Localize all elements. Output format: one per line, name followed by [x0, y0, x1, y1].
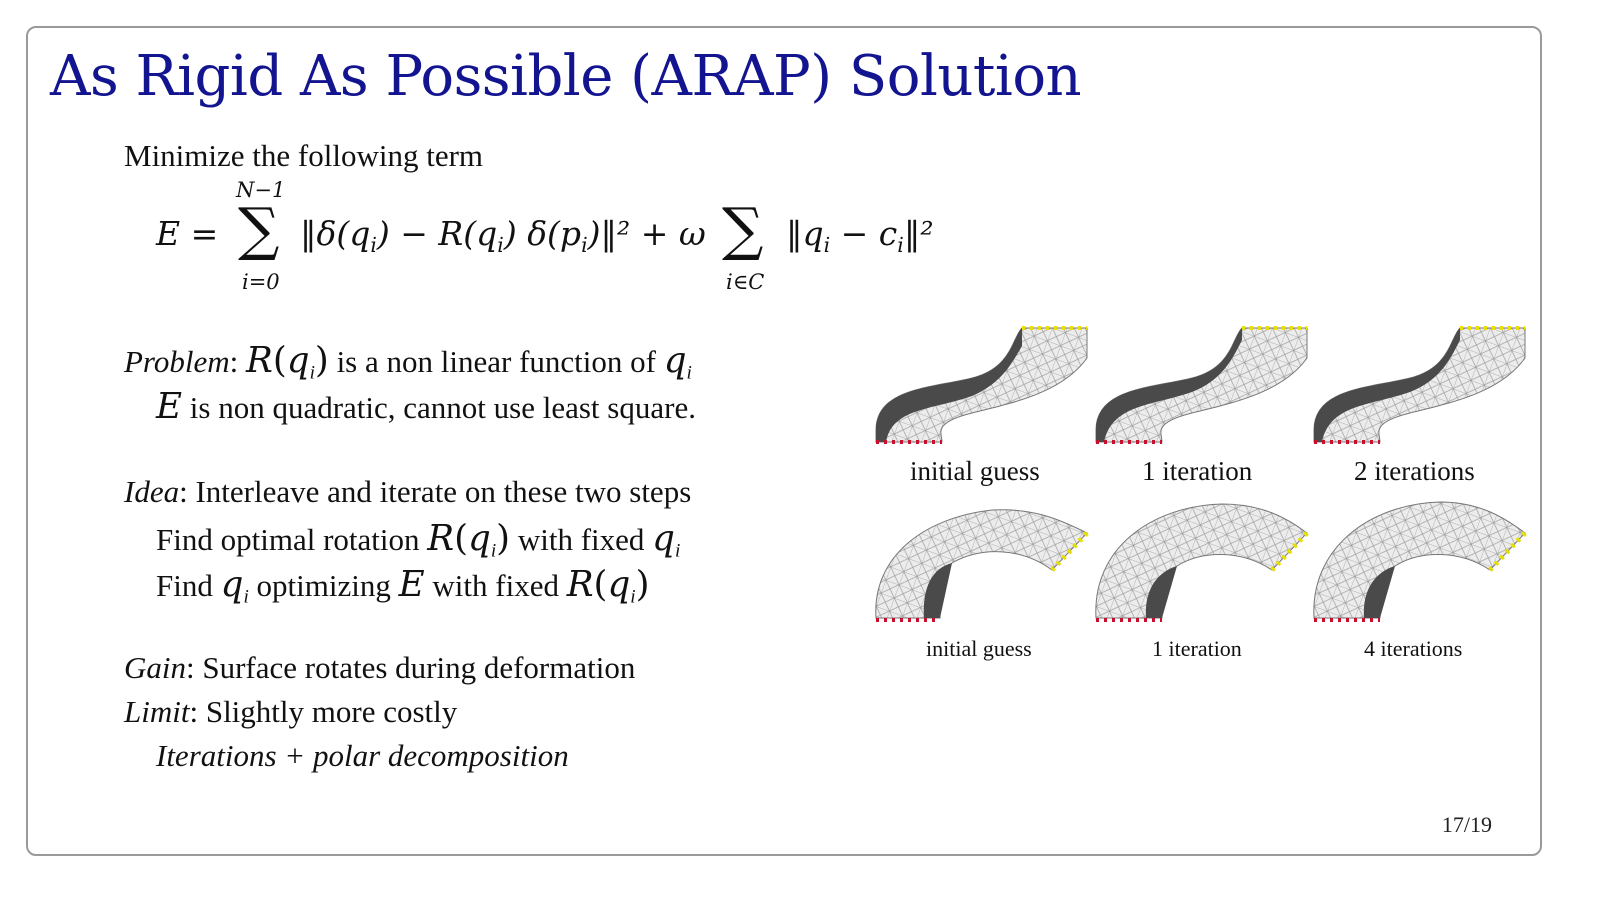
page-number: 17/19: [1441, 812, 1492, 837]
caption-row1-initial: initial guess: [910, 456, 1040, 486]
problem-line-2: E is non quadratic, cannot use least square.: [156, 386, 696, 427]
energy-equation: [156, 178, 956, 298]
caption-row1-2-iterations: 2 iterations: [1354, 456, 1475, 486]
deformation-figure: [862, 318, 1542, 678]
arch-bar-initial: [876, 510, 1087, 620]
eq-lhs: E =: [156, 214, 219, 253]
gain-line: Gain: Surface rotates during deformation: [124, 650, 636, 685]
eq-term1: $‖\delta(q_i) - R(q_i)$ $\delta(p_i)‖^2 + \omega$: [300, 214, 706, 258]
eq-sum2-lower: i∈C: [726, 270, 765, 294]
eq-sum1-lower: i=0: [242, 270, 280, 294]
idea-line: Idea: Interleave and iterate on these two steps: [124, 474, 692, 509]
idea-step-2: Find $q_i$ optimizing E with fixed $R(q_i)$: [156, 564, 650, 608]
s-bar-1-iteration: [1096, 328, 1307, 442]
eq-term2: $‖q_i$ − $c_i‖^2$: [786, 214, 934, 258]
eq-sum2-symbol: ∑: [722, 195, 764, 263]
eq-sum1-upper: N−1: [236, 178, 286, 202]
caption-row2-4-iterations: 4 iterations: [1364, 636, 1463, 661]
caption-row2-initial: initial guess: [926, 636, 1032, 661]
arch-bar-1-iteration: [1096, 504, 1307, 620]
s-bar-2-iterations: [1314, 328, 1525, 442]
problem-line: Problem: $R(q_i)$ is a non linear function of $q_i$: [124, 340, 692, 384]
limit-line: Limit: Slightly more costly: [124, 694, 458, 729]
s-bar-initial: [876, 328, 1087, 442]
idea-step-1: Find optimal rotation $R(q_i)$ with fixed $q_i$: [156, 518, 681, 562]
caption-row2-1-iteration: 1 iteration: [1152, 636, 1242, 661]
arch-bar-4-iterations: [1314, 502, 1525, 620]
slide-title: As Rigid As Possible (ARAP) Solution: [50, 44, 1082, 109]
deformation-figure-svg: [862, 318, 1542, 678]
eq-sum1-symbol: ∑: [238, 195, 280, 263]
limit-sub-line: Iterations + polar decomposition: [156, 738, 569, 773]
caption-row1-1-iteration: 1 iteration: [1142, 456, 1253, 486]
minimize-line: Minimize the following term: [124, 138, 484, 173]
